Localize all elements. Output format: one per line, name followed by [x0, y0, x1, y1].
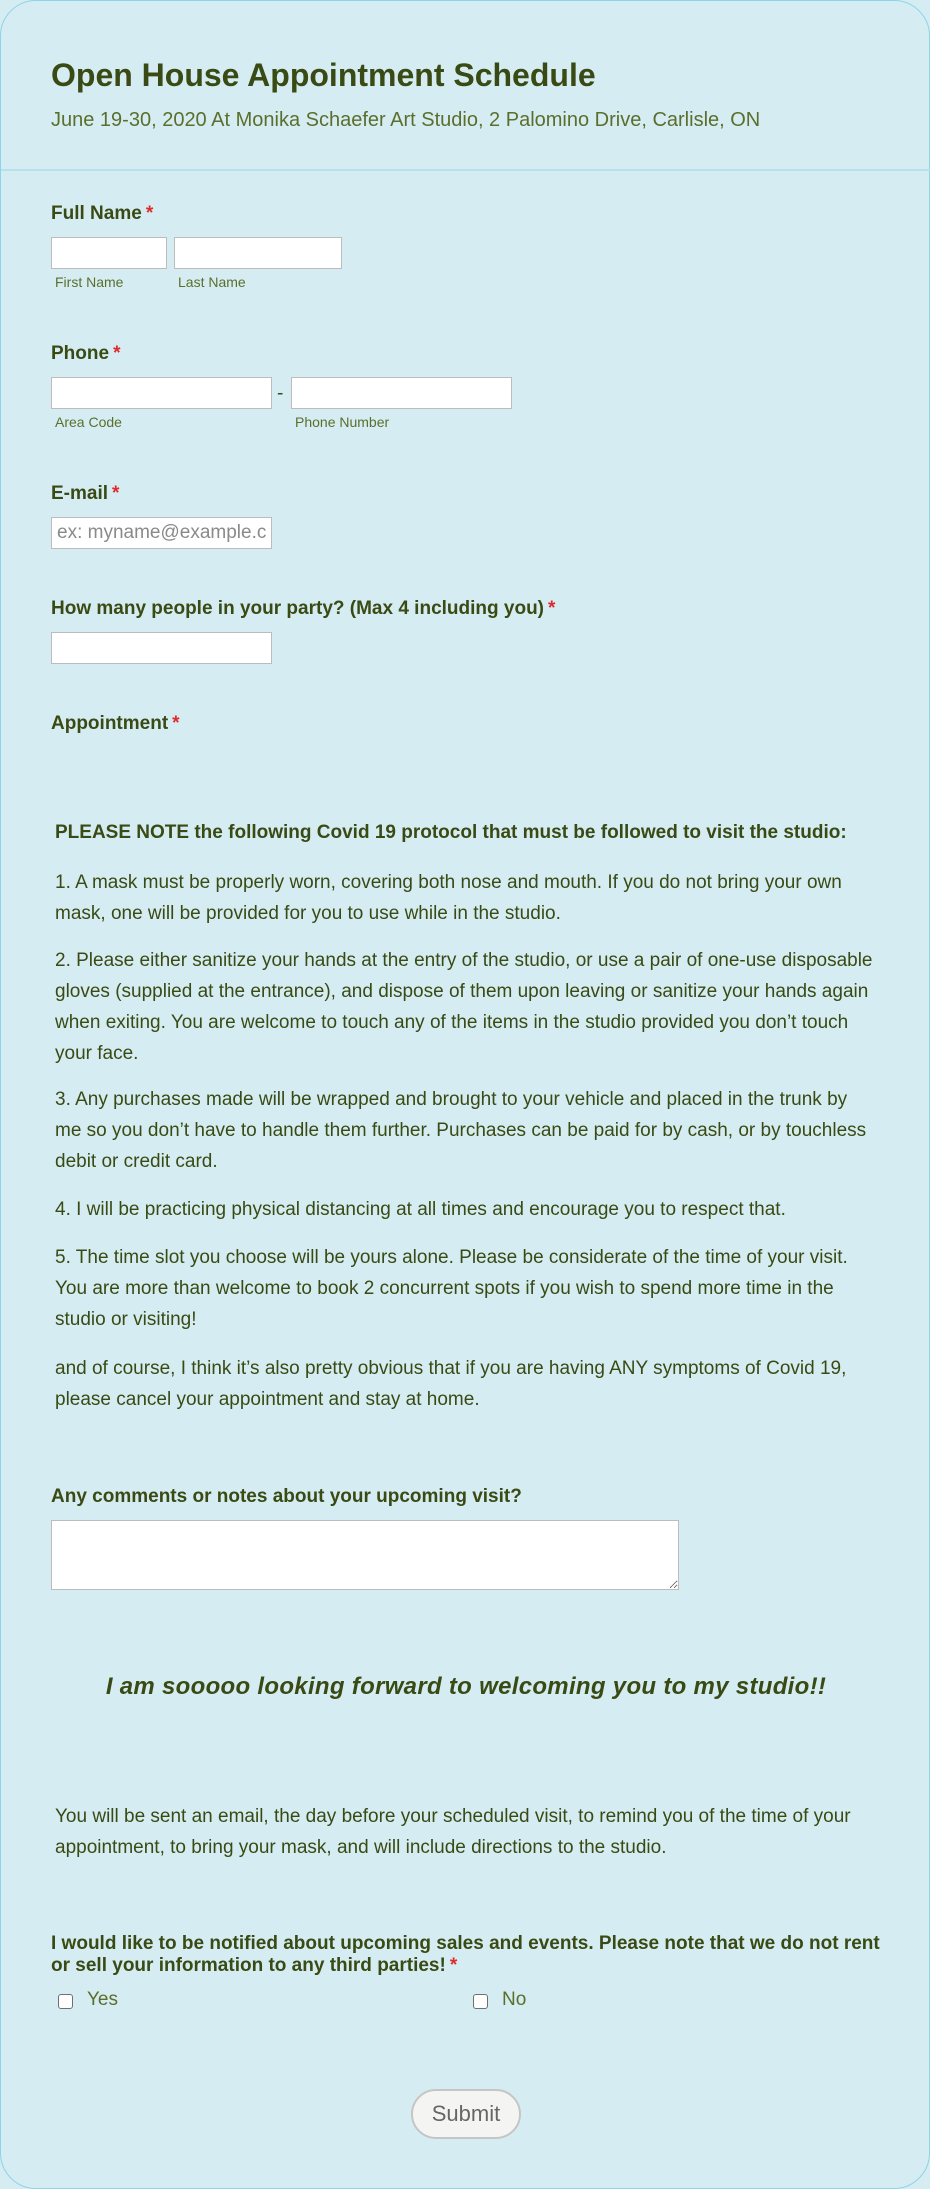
notify-label: I would like to be notified about upcoming sales and events. Please note that we do not rent or sell your information to any third parties! * — [51, 1933, 880, 1976]
first-name-sublabel: First Name — [55, 274, 124, 290]
phone-separator: - — [277, 383, 284, 404]
phone-number-sublabel: Phone Number — [295, 414, 390, 430]
last-name-sublabel: Last Name — [178, 274, 246, 290]
party-size-input[interactable] — [51, 632, 272, 664]
reminder-text: You will be sent an email, the day before your scheduled visit, to remind you of the time of your appointment, to bring your mask, and will include directions to the studio. — [55, 1806, 851, 1858]
area-code-input[interactable] — [51, 377, 272, 409]
tagline: I am sooooo looking forward to welcoming you to my studio!! — [105, 1673, 827, 1700]
header-divider — [1, 169, 930, 171]
page-title: Open House Appointment Schedule — [51, 57, 596, 93]
covid-closing: and of course, I think it’s also pretty obvious that if you are having ANY symptoms of Covid 19, please cancel your appointment and stay at home. — [55, 1358, 847, 1410]
page-subtitle: June 19-30, 2020 At Monika Schaefer Art Studio, 2 Palomino Drive, Carlisle, ON — [51, 109, 761, 131]
notify-yes-label[interactable]: Yes — [87, 1989, 118, 2010]
covid-rule-1: 1. A mask must be properly worn, covering both nose and mouth. If you do not bring your own mask, one will be provided for you to use while in the studio. — [55, 872, 842, 924]
phone-number-input[interactable] — [291, 377, 512, 409]
required-marker: * — [113, 343, 121, 364]
party-size-label: How many people in your party? (Max 4 including you) * — [51, 598, 556, 619]
comments-textarea[interactable] — [51, 1520, 679, 1590]
required-marker: * — [172, 713, 180, 734]
email-input[interactable] — [51, 517, 272, 549]
submit-button[interactable]: Submit — [411, 2089, 521, 2139]
covid-rule-3: 3. Any purchases made will be wrapped and brought to your vehicle and placed in the trunk by me so you don’t have to handle them further. Purchases can be paid for by cash, or by touchless debit or credit card. — [55, 1089, 867, 1172]
full-name-label: Full Name * — [51, 203, 154, 224]
phone-label: Phone * — [51, 343, 121, 364]
covid-rule-4: 4. I will be practicing physical distancing at all times and encourage you to respect that. — [55, 1199, 786, 1220]
notify-no-checkbox[interactable] — [473, 1994, 488, 2009]
covid-note-title: PLEASE NOTE the following Covid 19 protocol that must be followed to visit the studio: — [55, 822, 847, 843]
notify-no-label[interactable]: No — [502, 1989, 527, 2010]
last-name-input[interactable] — [174, 237, 342, 269]
appointment-label: Appointment * — [51, 713, 180, 734]
covid-rule-5: 5. The time slot you choose will be yours alone. Please be considerate of the time of your visit. You are more than welcome to book 2 concurrent spots if you wish to spend more time in the studio or visiting! — [55, 1247, 848, 1330]
email-label: E-mail * — [51, 483, 120, 504]
required-marker: * — [548, 598, 556, 619]
first-name-input[interactable] — [51, 237, 167, 269]
comments-label: Any comments or notes about your upcoming visit? — [51, 1486, 522, 1507]
required-marker: * — [112, 483, 120, 504]
required-marker: * — [449, 1955, 458, 1976]
required-marker: * — [145, 203, 154, 224]
covid-rule-2: 2. Please either sanitize your hands at the entry of the studio, or use a pair of one-use disposable gloves (supplied at the entrance), and dispose of them upon leaving or sanitize your hands again when exiting. You are welcome to touch any of the items in the studio provided you don’t touch your face. — [55, 950, 873, 1064]
area-code-sublabel: Area Code — [55, 414, 122, 430]
notify-yes-checkbox[interactable] — [58, 1994, 73, 2009]
